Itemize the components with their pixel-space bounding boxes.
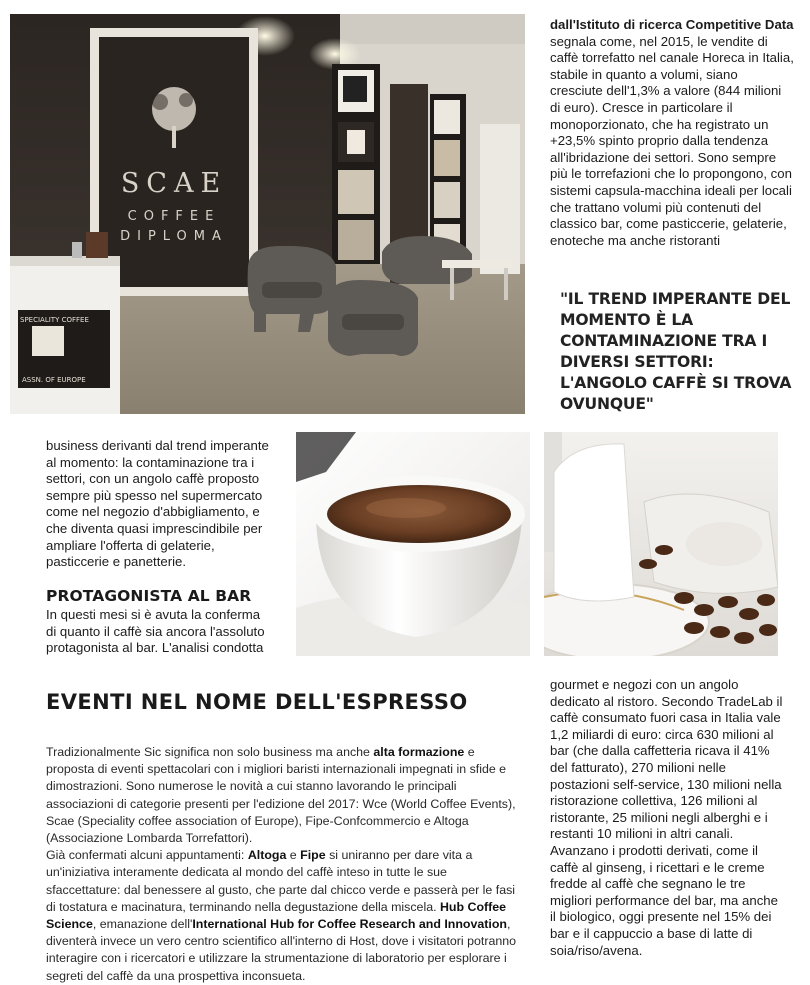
section-heading: PROTAGONISTA AL BAR — [46, 587, 252, 605]
lead-bold: dall'Istituto di ricerca Competitive Data — [550, 17, 794, 32]
counter-line1: SPECIALITY COFFEE — [20, 316, 89, 324]
events-p2-g: , emanazione dell' — [92, 917, 193, 932]
sign-line2: DIPLOMA — [120, 229, 228, 244]
booth-photo — [10, 14, 525, 414]
middle-left-column: business derivanti dal trend imperante al momento: la contaminazione tra i settori, con un angolo caffè proposto sempre più spesso nel supermercato come nel negozio d'abbigliamento, e che diventa quasi imprescindibile per ampliare l'offerta di gelaterie, pasticcerie e panetterie. — [46, 438, 269, 570]
events-paragraph-1 — [46, 744, 520, 847]
events-p2-h: International Hub for Coffee Research and Innovation — [192, 917, 507, 932]
events-p2-b: Altoga — [247, 848, 287, 863]
events-p2-f: Hub Coffee Science — [46, 899, 507, 932]
events-p1-c: e proposta di eventi spettacolari con i migliori baristi internazionali impegnati in sfide e dimostrazioni. Sono numerose le novità a cui stanno lavorando le principali associazioni di categorie presenti per l'edizione del 2017: Wce (World Coffee Events), Scae (Speciality coffee association of Europe), Fipe-Confcommercio e Altoga (Associazione Lombarda Torrefattori). — [46, 745, 516, 846]
events-p2-e: si uniranno per dare vita a un'iniziativa interamente dedicata al mondo del caffè inteso in tutte le sue sfaccettature: dal benessere al gusto, che parte dal chicco verde e passerà per le fasi di tostatura e macinatura, terminando nella degustazione della miscela. — [46, 848, 516, 914]
events-p2-d: Fipe — [300, 848, 326, 863]
top-right-body: segnala come, nel 2015, le vendite di caffè torrefatto nel canale Horeca in Italia, stabile in quanto a volumi, siano cresciute dell'1,3% a valore (844 milioni di euro). Cresce in particolare il monoporzionato, che ha registrato un +23,5% spinto proprio dalla tendenza all'ibridazione dei settori. Sono sempre più le torrefazioni che lo propongono, con sistemi capsula-macchina ideali per locali che trattano volumi più contenuti del classico bar, come pasticcerie, gelaterie, enoteche ma anche ristoranti — [550, 33, 794, 248]
sign-line1: COFFEE — [127, 209, 221, 224]
sign-brand: SCAE — [120, 168, 228, 199]
events-p2-c: e — [286, 848, 301, 863]
bottom-right-column: gourmet e negozi con un angolo dedicato al ristoro. Secondo TradeLab il caffè consumato fuori casa in Italia vale 1,2 miliardi di euro: circa 630 milioni al bar (che dalla caffetteria ricava il 41% del fatturato), 270 milioni nelle postazioni self-service, 130 milioni nella ristorazione collettiva, 126 milioni al ristorante, 25 milioni negli alberghi e i restanti 10 milioni in altri canali. Avanzano i prodotti derivati, come il caffè al ginseng, i ricettari e le creme fredde al caffè che segnano le tre migliori performance del bar, ma anche il biologico, oggi presente nel 15% dei bar e il cappuccio a base di latte di soia/riso/avena. — [550, 677, 783, 958]
events-title: EVENTI NEL NOME DELL'ESPRESSO — [46, 690, 468, 714]
coffee-beans-photo — [544, 432, 778, 656]
events-p2-i: , diventerà invece un vero centro scientifico all'interno di Host, dove i visitatori potranno interagire con i ricercatori e utilizzare la strumentazione di laboratorio per esplorare i segreti del caffè da una prospettiva inconsueta. — [46, 917, 517, 983]
events-body — [46, 744, 520, 985]
events-paragraph-2 — [46, 847, 520, 985]
section-text: In questi mesi si è avuta la conferma di quanto il caffè sia ancora l'assoluto protagonista al bar. L'analisi condotta — [46, 607, 265, 656]
events-p2-a: Già confermati alcuni appuntamenti: — [46, 848, 248, 863]
events-p1-a: Tradizionalmente Sic significa non solo business ma anche — [46, 745, 374, 759]
espresso-cup-photo — [296, 432, 530, 656]
events-p1-b: alta formazione — [373, 745, 465, 759]
counter-line2: ASSN. OF EUROPE — [22, 376, 86, 384]
top-right-column — [550, 17, 794, 249]
pull-quote: "IL TREND IMPERANTE DEL MOMENTO È LA CONTAMINAZIONE TRA I DIVERSI SETTORI: L'ANGOLO CAFFÈ SI TROVA OVUNQUE" — [560, 290, 792, 413]
